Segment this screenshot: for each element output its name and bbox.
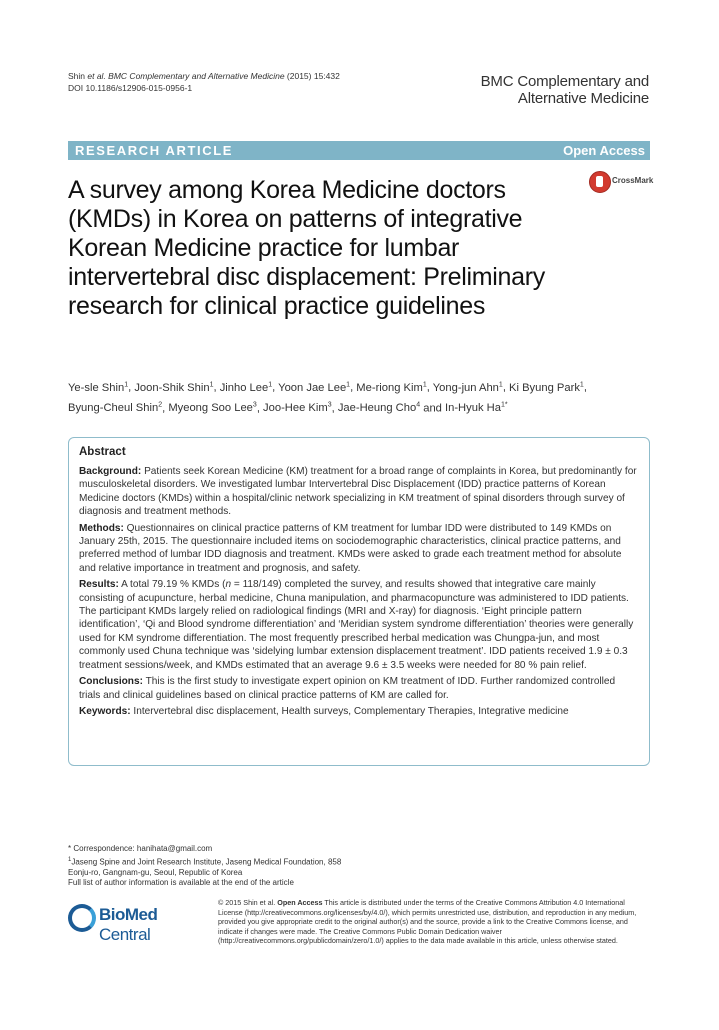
author[interactable]: Yoon Jae Lee$^1$ (278, 381, 351, 394)
author[interactable]: Jae-Heung Cho$^4$ (337, 401, 421, 415)
citation-volume: (2015) 15:432 (284, 71, 340, 81)
biomed-central-wordmark: BioMed Central (99, 905, 158, 944)
abstract-results: Results: A total 79.19 % KMDs (n = 118/149) completed the survey, and results showed that integrative care mainly consisting of acupuncture, herbal medicine, Chuna manipulation, and pharmacopuncture was administered to IDD patients. The participant KMDs largely relied on radiological findings (MRI and X-ray) for diagnosis. ‘Eight principle pattern identification’, ‘Qi and Blood syndrome differentiation’ and ‘Meridian system syndrome differentiation’ theories were generally used for KM syndrome differentiation. The most frequently prescribed herbal medication was Chungpa-jun, and most commonly used Chuna technique was ‘sidelying lumbar extension displacement treatment’. IDD patients received 1.9 ± 0.3 treatment sessions/week, and KMDs estimated that an average 9.6 ± 3.5 weeks were needed for 80 % pain relief. (79, 579, 634, 671)
affiliation: $^1$Jaseng Spine and Joint Research Institute, Jaseng Medical Foundation, 858 (68, 856, 342, 867)
author[interactable]: In-Hyuk $Ha^{1*}$ (445, 401, 508, 415)
biomed-central-ring-icon (68, 904, 96, 932)
crossmark-label: CrossMark (612, 176, 654, 185)
doi[interactable]: DOI 10.1186/s12906-015-0956-1 (68, 83, 193, 93)
footnotes (68, 844, 368, 889)
open-access-label[interactable]: Open Access (563, 143, 645, 158)
crossmark-icon (589, 171, 611, 193)
crossmark-button[interactable] (589, 171, 653, 193)
journal-name-line1: BMC Complementary and (480, 73, 649, 90)
author[interactable]: Byung-Cheul Shin$^2$ (68, 401, 163, 415)
citation-block (68, 70, 340, 94)
abstract-box (68, 437, 650, 766)
affiliation-cont: Eonju-ro, Gangnam-gu, Seoul, Republic of Korea (68, 867, 243, 877)
abstract-methods: Methods: Questionnaires on clinical practice patterns of KM treatment for lumbar IDD were distributed to 149 KMDs on January 25th, 2015. The questionnaire included items on sociodemographic characteristics, clinical practice patterns, and preferred method of lumbar IDD diagnosis and treatment. KMDs were asked to grade each treatment method for absolute and relative importance in treatment and prognosis, and safety. (79, 522, 622, 574)
author[interactable]: Yong-jun Ahn$^1$ (432, 381, 503, 394)
author[interactable]: Ye-sle Shin$^1$ (68, 381, 129, 394)
abstract-keywords: Keywords: Intervertebral disc displacement, Health surveys, Complementary Therapies, Integrative medicine (79, 705, 569, 717)
biomed-central-logo[interactable] (68, 901, 208, 944)
citation-line (68, 70, 340, 82)
author[interactable]: Me-riong Kim$^1$ (356, 381, 427, 394)
abstract-body (79, 465, 639, 721)
journal-name-line2: Alternative Medicine (517, 90, 649, 107)
author[interactable]: Joon-Shik Shin$^1$ (134, 381, 214, 394)
abstract-background: Background: Patients seek Korean Medicine (KM) treatment for a broad range of complaints in Korea, but predominantly for musculoskeletal disorders. We investigated lumbar Intervertebral Disc Displacement (IDD) practice patterns of Korean Medicine doctors (KMDs) within a hospital/clinic network specializing in KM treatment of spinal disorders through survey of diagnosis and treatment methods. (79, 466, 637, 518)
article-title: A survey among Korea Medicine doctors (KMDs) in Korea on patterns of integrative Korean Medicine practice for lumbar intervertebral disc displacement: Preliminary research for clinical practice guidelines (68, 176, 545, 320)
citation-journal: BMC Complementary and Alternative Medicine (105, 71, 285, 81)
full-author-info-note: Full list of author information is available at the end of the article (68, 878, 294, 888)
abstract-conclusions: Conclusions: This is the first study to investigate expert opinion on KM treatment of IDD. Further randomized controlled trials and clinical guidelines based on clinical practice patterns of KM are called for. (79, 676, 616, 701)
authors-and: and (423, 402, 442, 415)
author[interactable]: Myeong Soo Lee$^3$ (168, 401, 257, 415)
article-type-banner (68, 141, 650, 160)
author-list: Ye-sle Shin$^1$, Joon-Shik Shin$^1$, Jinho Lee$^1$, Yoon Jae Lee$^1$, Me-riong Kim$^1$, Yong-jun Ahn$^1$, Ki Byung Park$^1$, Byung-Cheul Shin$^2$, Myeong Soo Lee$^3$, Joo-Hee Kim$^3$, Jae-Heung Cho$^4$ and In-Hyuk $Ha^{1*}$ (68, 381, 587, 415)
author[interactable]: Ki Byung Park$^1$ (509, 381, 584, 394)
abstract-heading: Abstract (79, 446, 126, 458)
author[interactable]: Joo-Hee Kim$^3$ (263, 401, 332, 415)
journal-name (481, 73, 649, 107)
author[interactable]: Jinho Lee$^1$ (219, 381, 273, 394)
article-type-label: RESEARCH ARTICLE (75, 143, 234, 158)
correspondence-email[interactable]: * Correspondence: hanihata@gmail.com (68, 844, 213, 853)
citation-authors: Shin (68, 71, 88, 81)
license-statement: © 2015 Shin et al. Open Access This article is distributed under the terms of the Creative Commons Attribution 4.0 International License (http://creativecommons.org/licenses/by/4.0/), which permits unrestricted use, distribution, and reproduction in any medium, provided you give appropriate credit to the original author(s) and the source, provide a link to the Creative Commons license, and indicate if changes were made. The Creative Commons Public Domain Dedication waiver (http://creativecommons.org/publicdomain/zero/1.0/) applies to the data made available in this article, unless otherwise stated. (218, 898, 637, 946)
citation-etal: et al. (87, 71, 106, 81)
